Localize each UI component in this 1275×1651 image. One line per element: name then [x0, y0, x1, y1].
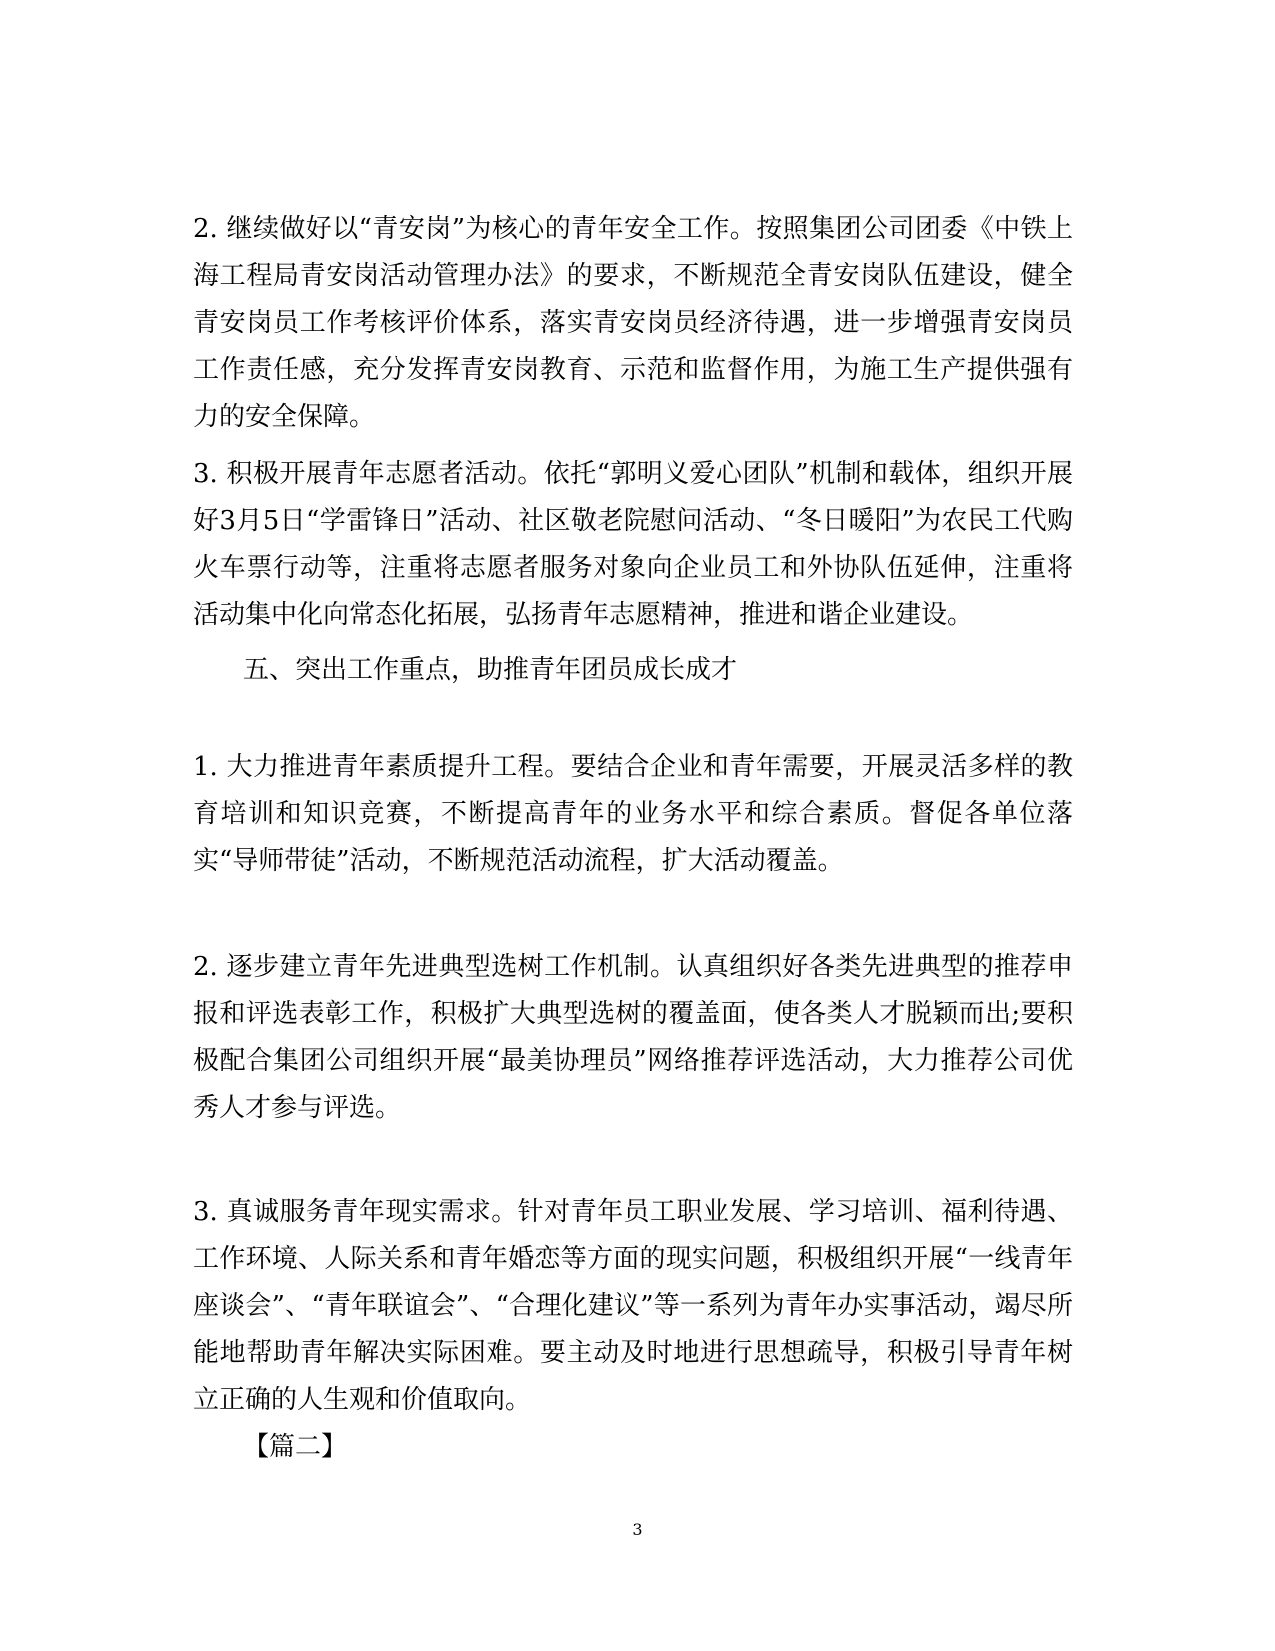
paragraph-serve-youth-needs: 3. 真诚服务青年现实需求。针对青年员工职业发展、学习培训、福利待遇、工作环境、人际关系和青年婚恋等方面的现实问题，积极组织开展“一线青年座谈会”、“青年联谊会”、“合理化建议”等一系列为青年办实事活动，竭尽所能地帮助青年解决实际困难。要主动及时地进行思想疏导，积极引导青年树立正确的人生观和价值取向。 [193, 1197, 1073, 1415]
section-marker-piece-two: 【篇二】 [243, 1432, 348, 1462]
paragraph-quality-improvement: 1. 大力推进青年素质提升工程。要结合企业和青年需要，开展灵活多样的教育培训和知识竞赛，不断提高青年的业务水平和综合素质。督促各单位落实“导师带徒”活动，不断规范活动流程，扩大活动覆盖。 [193, 752, 1073, 876]
section-heading-five: 五、突出工作重点，助推青年团员成长成才 [243, 655, 738, 685]
paragraph-youth-safety: 2. 继续做好以“青安岗”为核心的青年安全工作。按照集团公司团委《中铁上海工程局青安岗活动管理办法》的要求，不断规范全青安岗队伍建设，健全青安岗员工作考核评价体系，落实青安岗员经济待遇，进一步增强青安岗员工作责任感，充分发挥青安岗教育、示范和监督作用，为施工生产提供强有力的安全保障。 [193, 214, 1073, 432]
paragraph-model-selection: 2. 逐步建立青年先进典型选树工作机制。认真组织好各类先进典型的推荐申报和评选表彰工作，积极扩大典型选树的覆盖面，使各类人才脱颖而出;要积极配合集团公司组织开展“最美协理员”网络推荐评选活动，大力推荐公司优秀人才参与评选。 [193, 952, 1073, 1123]
paragraph-volunteer-activities: 3. 积极开展青年志愿者活动。依托“郭明义爱心团队”机制和载体，组织开展好3月5日“学雷锋日”活动、社区敬老院慰问活动、“冬日暖阳”为农民工代购火车票行动等，注重将志愿者服务对象向企业员工和外协队伍延伸，注重将活动集中化向常态化拓展，弘扬青年志愿精神，推进和谐企业建设。 [193, 459, 1073, 630]
page-number: 3 [632, 1520, 643, 1539]
